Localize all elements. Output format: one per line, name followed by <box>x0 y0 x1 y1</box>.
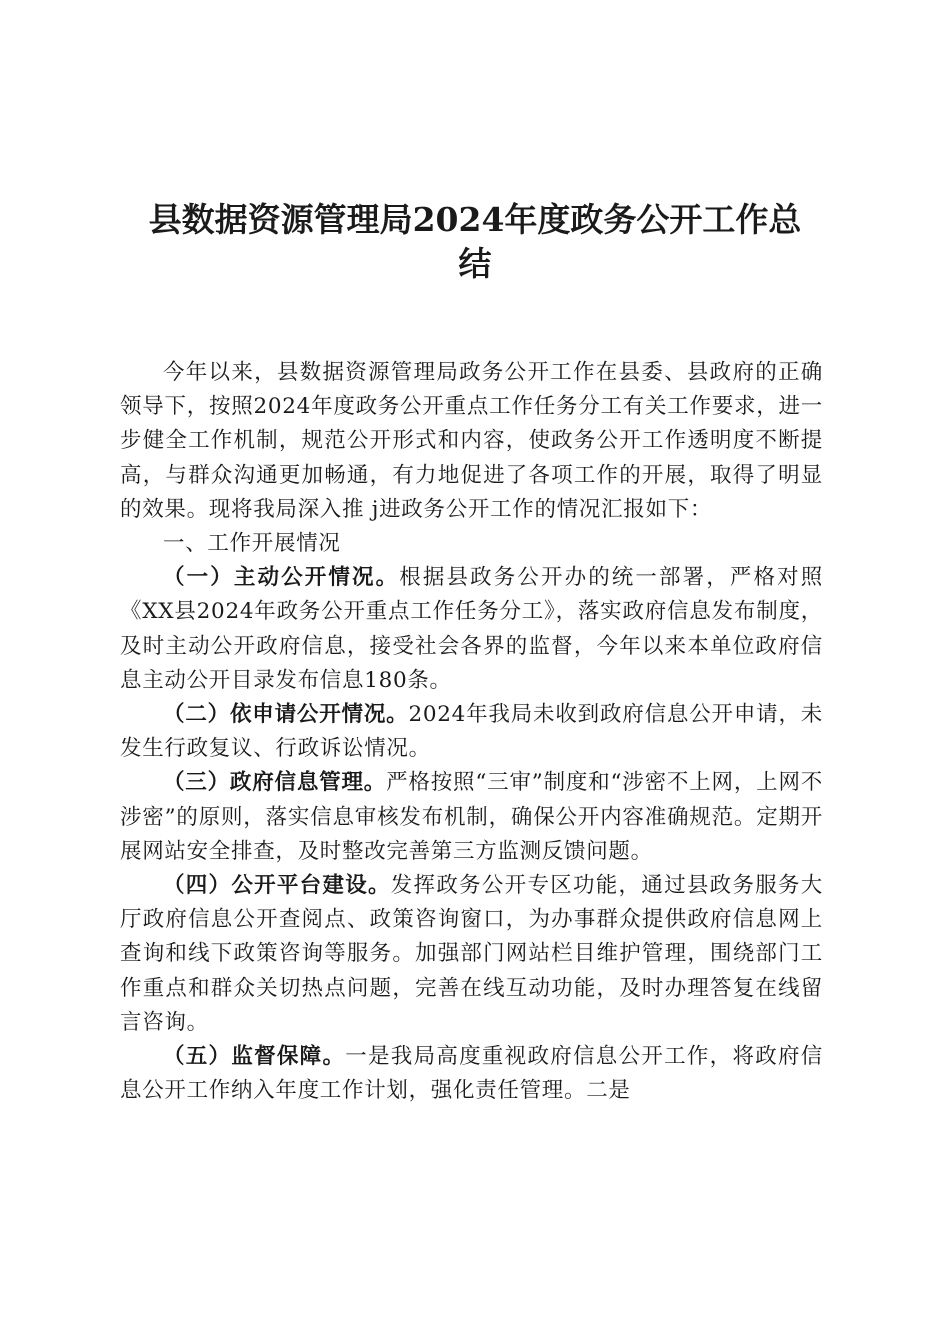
item-paragraph-1 <box>120 561 823 698</box>
item-paragraph-4 <box>120 869 823 1040</box>
item-text-2: 2024年我局未收到政府信息公开申请，未发生行政复议、行政诉讼情况。 <box>120 702 824 762</box>
item-text-5: 一是我局高度重视政府信息公开工作，将政府信息公开工作纳入年度工作计划，强化责任管理。二是 <box>120 1044 823 1104</box>
document-title-line-2: 结 <box>458 244 492 283</box>
item-paragraph-2 <box>120 698 823 766</box>
item-paragraph-5 <box>120 1040 823 1108</box>
item-text-1: 根据县政务公开办的统一部署，严格对照《XX县2024年政务公开重点工作任务分工》，落实政府信息发布制度，及时主动公开政府信息，接受社会各界的监督，今年以来本单位政府信息主动公开目录发布信息180条。 <box>120 565 823 693</box>
item-paragraph-3 <box>120 766 823 869</box>
intro-paragraph: 今年以来，县数据资源管理局政务公开工作在县委、县政府的正确领导下，按照2024年度政务公开重点工作任务分工有关工作要求，进一步健全工作机制，规范公开形式和内容，使政务公开工作透明度不断提高，与群众沟通更加畅通，有力地促进了各项工作的开展，取得了明显的效果。现将我局深入推 j进政务公开工作的情况汇报如下： <box>120 360 823 522</box>
item-lead-4: （四）公开平台建设。 <box>163 873 391 899</box>
item-text-4: 发挥政务公开专区功能，通过县政务服务大厅政府信息公开查阅点、政策咨询窗口，为办事群众提供政府信息网上查询和线下政策咨询等服务。加强部门网站栏目维护管理，围绕部门工作重点和群众关切热点问题，完善在线互动功能，及时办理答复在线留言咨询。 <box>120 873 823 1035</box>
item-lead-3: （三）政府信息管理。 <box>163 770 387 796</box>
section-heading-1: 一、工作开展情况 <box>163 531 341 557</box>
item-text-3: 严格按照“三审”制度和“涉密不上网，上网不涉密”的原则，落实信息审核发布机制，确保公开内容准确规范。定期开展网站安全排查，及时整改完善第三方监测反馈问题。 <box>120 770 823 864</box>
item-lead-2: （二）依申请公开情况。 <box>163 702 409 728</box>
item-lead-5: （五）监督保障。 <box>163 1044 346 1070</box>
document-body <box>120 356 823 1108</box>
document-title-line-1: 县数据资源管理局2024年度政务公开工作总 <box>148 200 802 239</box>
item-lead-1: （一）主动公开情况。 <box>163 565 400 591</box>
